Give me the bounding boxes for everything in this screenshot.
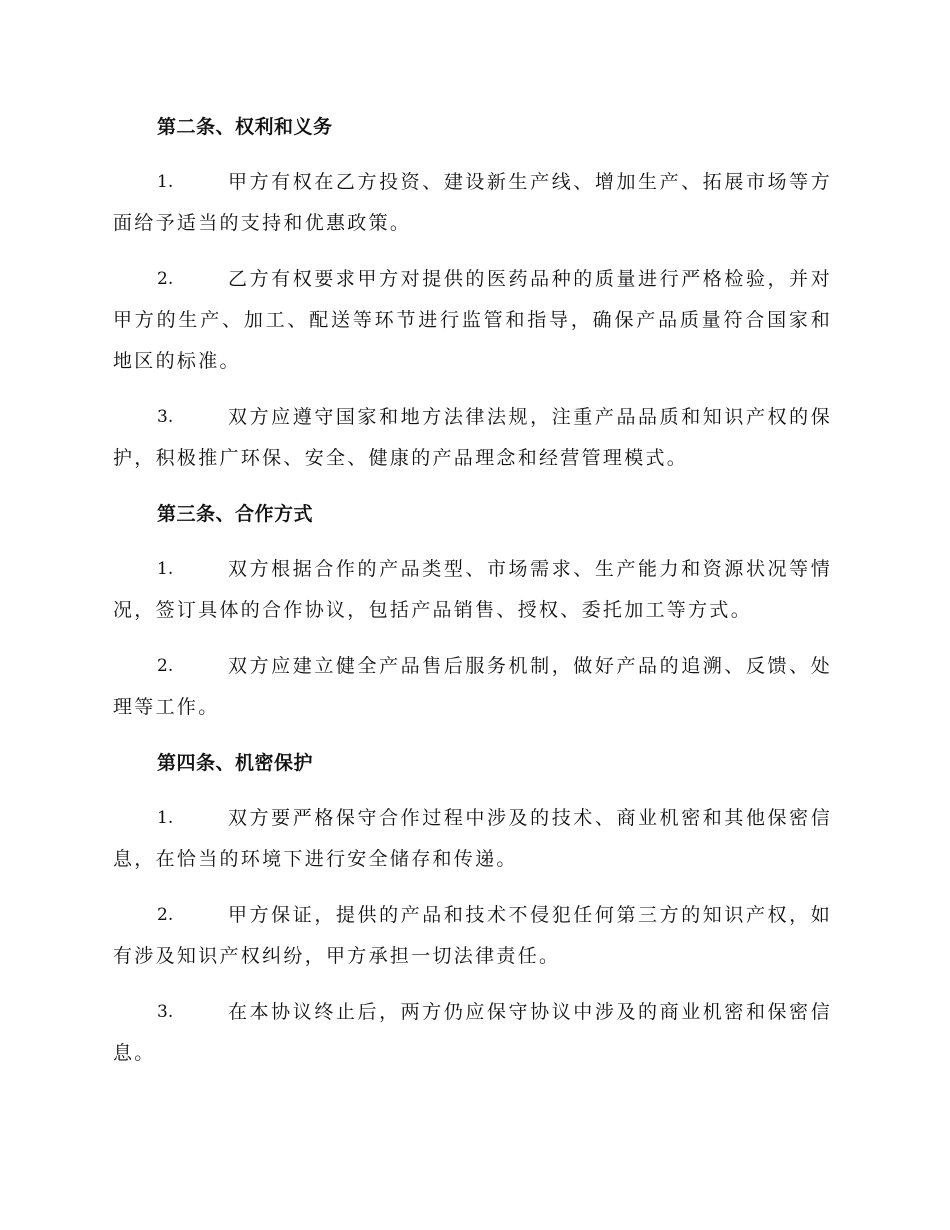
- clause-text: 双方根据合作的产品类型、市场需求、生产能力和资源状况等情况，签订具体的合作协议，包括产品销售、授权、委托加工等方式。: [113, 558, 832, 621]
- clause-number: 1.: [157, 172, 174, 192]
- clause-3-1: [113, 549, 832, 631]
- clause-4-2: [113, 895, 832, 977]
- clause-number: 3.: [157, 407, 174, 427]
- clause-number: 2.: [157, 656, 174, 676]
- clause-text: 乙方有权要求甲方对提供的医药品种的质量进行严格检验，并对甲方的生产、加工、配送等环节进行监管和指导，确保产品质量符合国家和地区的标准。: [113, 268, 832, 372]
- clause-4-3: [113, 992, 832, 1074]
- clause-number: 2.: [157, 269, 174, 289]
- clause-2-1: [113, 162, 832, 244]
- clause-number: 1.: [157, 559, 174, 579]
- clause-text: 甲方保证，提供的产品和技术不侵犯任何第三方的知识产权，如有涉及知识产权纠纷，甲方承担一切法律责任。: [113, 904, 832, 967]
- clause-number: 2.: [157, 905, 174, 925]
- clause-text: 双方应建立健全产品售后服务机制，做好产品的追溯、反馈、处理等工作。: [113, 655, 832, 718]
- clause-number: 1.: [157, 808, 174, 828]
- clause-text: 双方要严格保守合作过程中涉及的技术、商业机密和其他保密信息，在恰当的环境下进行安全储存和传递。: [113, 807, 832, 870]
- clause-text: 甲方有权在乙方投资、建设新生产线、增加生产、拓展市场等方面给予适当的支持和优惠政策。: [113, 171, 832, 234]
- clause-text: 双方应遵守国家和地方法律法规，注重产品品质和知识产权的保护，积极推广环保、安全、健康的产品理念和经营管理模式。: [113, 406, 832, 469]
- clause-number: 3.: [157, 1002, 174, 1022]
- section-heading-4: 第四条、机密保护: [157, 752, 314, 774]
- clause-text: 在本协议终止后，两方仍应保守协议中涉及的商业机密和保密信息。: [113, 1001, 832, 1064]
- clause-2-2: [113, 259, 832, 382]
- clause-3-2: [113, 646, 832, 728]
- clause-4-1: [113, 798, 832, 880]
- section-heading-3: 第三条、合作方式: [157, 503, 314, 525]
- section-heading-2: 第二条、权利和义务: [157, 116, 333, 138]
- clause-2-3: [113, 397, 832, 479]
